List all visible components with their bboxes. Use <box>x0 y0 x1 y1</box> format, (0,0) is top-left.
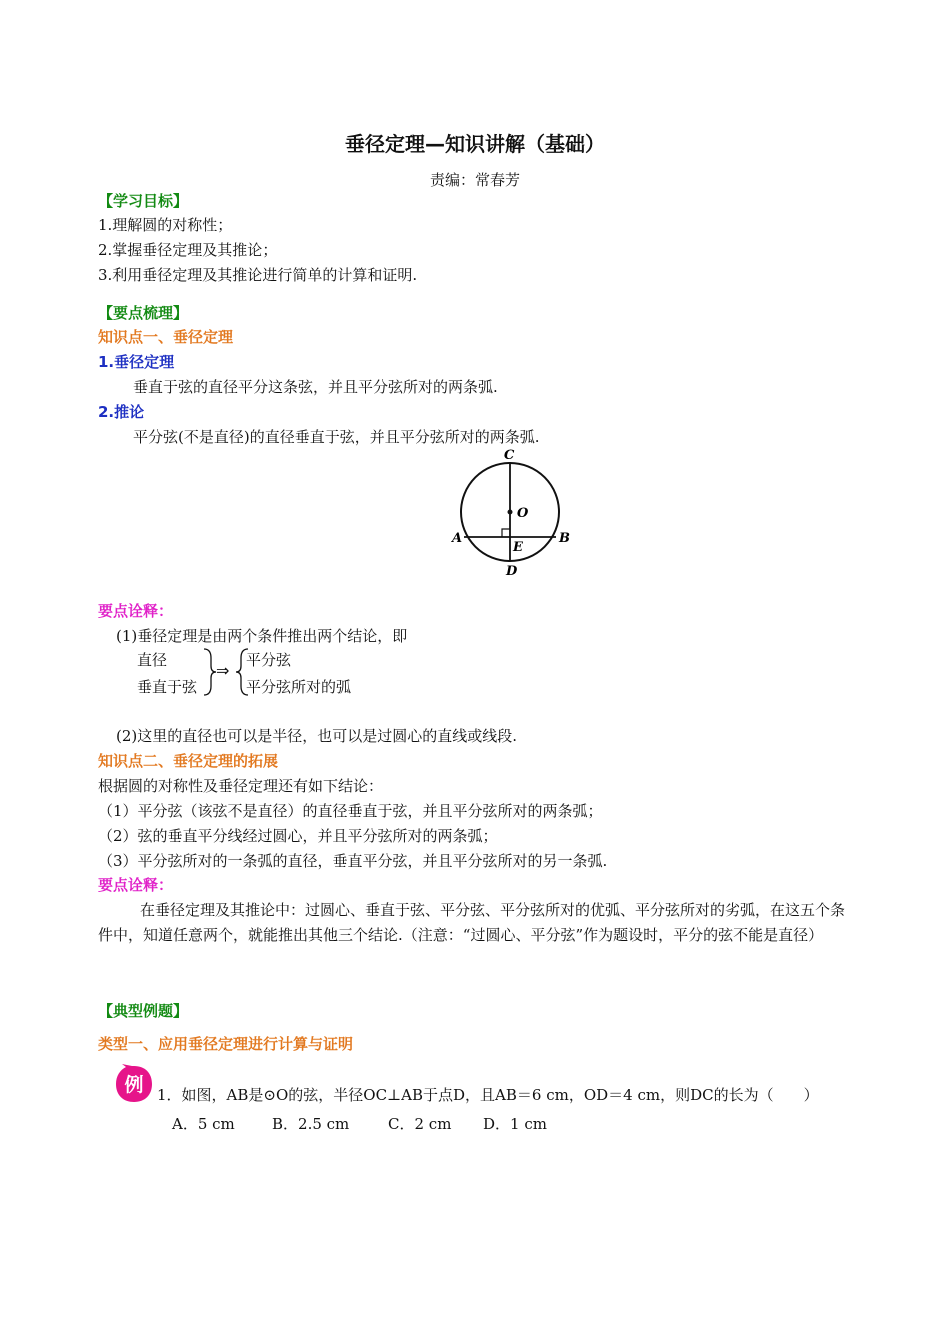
scheme-result-1: 平分弦 <box>246 651 292 669</box>
label-o: O <box>517 506 529 521</box>
option-d: D．1 cm <box>483 1115 547 1133</box>
center-point <box>508 510 513 515</box>
label-b: B <box>559 531 570 546</box>
label-e: E <box>513 540 523 555</box>
conclusion-item: （2）弦的垂直平分线经过圆心，并且平分弦所对的两条弧； <box>98 827 498 845</box>
corollary-text: 平分弦(不是直径)的直径垂直于弦，并且平分弦所对的两条弧. <box>133 428 540 446</box>
conclusion-item: （1）平分弦（该弦不是直径）的直径垂直于弦，并且平分弦所对的两条弧； <box>98 802 603 820</box>
objective-item: 1.理解圆的对称性； <box>98 216 233 234</box>
label-d: D <box>506 564 518 579</box>
option-b: B．2.5 cm <box>272 1115 350 1133</box>
theorem-text: 垂直于弦的直径平分这条弦，并且平分弦所对的两条弧. <box>133 378 498 396</box>
example-type-1-title: 类型一、应用垂径定理进行计算与证明 <box>98 1035 354 1053</box>
option-a: A．5 cm <box>172 1115 235 1133</box>
note-1-line-1: (1)垂径定理是由两个条件推出两个结论，即 <box>116 627 408 645</box>
option-c: C．2 cm <box>388 1115 452 1133</box>
scheme-result-2: 平分弦所对的弧 <box>246 678 352 696</box>
examples-heading: 【典型例题】 <box>98 1002 189 1020</box>
points-heading: 【要点梳理】 <box>98 304 189 322</box>
knowledge-point-1-title: 知识点一、垂径定理 <box>98 328 234 346</box>
label-a: A <box>452 531 463 546</box>
right-angle-mark <box>502 529 510 537</box>
page-title: 垂径定理—知识讲解（基础） <box>345 132 605 156</box>
note-2-paragraph: 在垂径定理及其推论中：过圆心、垂直于弦、平分弦、平分弦所对的优弧、平分弦所对的劣弧，在这五个条件中，知道任意两个，就能推出其他三个结论.（注意：“过圆心、平分弦”作为题设时，平分的弦不能是直径） <box>98 901 846 944</box>
objectives-heading: 【学习目标】 <box>98 192 189 210</box>
question-1: 1．如图，AB是⊙O的弦，半径OC⊥AB于点D，且AB＝6 cm，OD＝4 cm，则DC的长为（ ） <box>157 1086 819 1104</box>
label-c: C <box>504 448 515 463</box>
note-1-title: 要点诠释： <box>98 602 174 620</box>
note-2-title: 要点诠释： <box>98 876 174 894</box>
example-badge-icon <box>114 1064 154 1104</box>
objective-item: 2.掌握垂径定理及其推论； <box>98 241 278 259</box>
conclusion-item: （3）平分弦所对的一条弧的直径，垂直平分弦，并且平分弦所对的另一条弧. <box>98 852 608 870</box>
knowledge-point-2-title: 知识点二、垂径定理的拓展 <box>98 752 279 770</box>
circle-diagram <box>440 445 590 580</box>
scheme-condition-2: 垂直于弦 <box>137 678 198 696</box>
theorem-title: 1.垂径定理 <box>98 353 175 371</box>
scheme-arrow: ⇒ <box>216 661 230 680</box>
objective-item: 3.利用垂径定理及其推论进行简单的计算和证明. <box>98 266 418 284</box>
knowledge-point-2-intro: 根据圆的对称性及垂径定理还有如下结论： <box>98 777 384 795</box>
note-1-line-2: (2)这里的直径也可以是半径，也可以是过圆心的直线或线段. <box>116 727 518 745</box>
corollary-title: 2.推论 <box>98 403 145 421</box>
editor-line: 责编：常春芳 <box>429 171 520 189</box>
example-badge-text: 例 <box>124 1074 144 1096</box>
scheme-condition-1: 直径 <box>137 651 168 669</box>
